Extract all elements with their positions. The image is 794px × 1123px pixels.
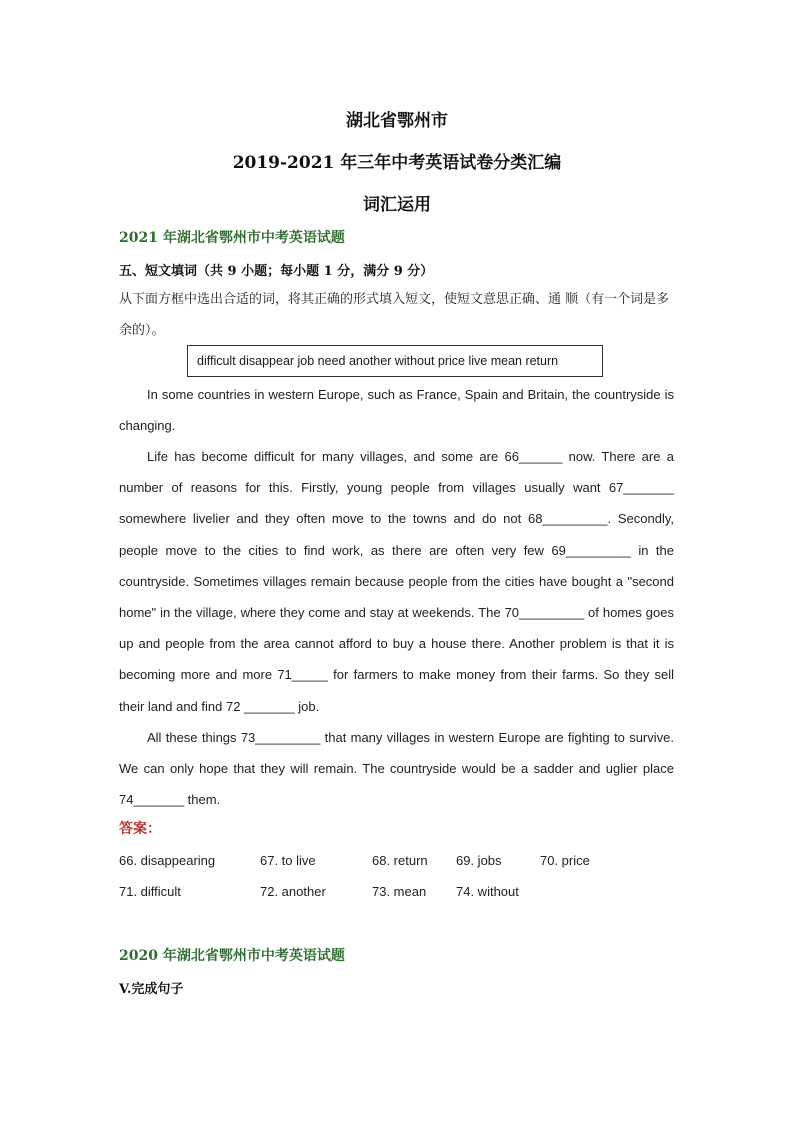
answer-item: 74. without bbox=[456, 884, 519, 899]
doc-title-exam: 2019-2021 年三年中考英语试卷分类汇编 bbox=[232, 153, 562, 173]
doc-title-region: 湖北省鄂州市 bbox=[346, 111, 448, 131]
question-heading-2021: 五、短文填词（共 9 小题；每小题 1 分，满分 9 分） bbox=[119, 264, 434, 279]
answer-label: 答案： bbox=[119, 821, 161, 837]
passage-paragraph-2: Life has become difficult for many villages, and some are 66______ now. There are a number of reasons for this. Firstly, young people from villages usually want 67_______ somewhere livelier and they often move to the towns and do not 68_________. Secondly, people move to the cities to find work, as there are often very few 69_________ in the countryside. Sometimes villages remain because people from the cities have bought a "second home" in the village, where they come and stay at weekends. The 70_________ of homes goes up and people from the area cannot afford to buy a house there. Another problem is that it is becoming more and more 71_____ for farmers to make money from their farms. So they sell their land and find 72 _______ job. bbox=[119, 449, 674, 714]
answer-item: 73. mean bbox=[372, 884, 427, 899]
section-heading-2020: 2020 年湖北省鄂州市中考英语试题 bbox=[119, 948, 345, 964]
passage-paragraph-3: All these things 73_________ that many villages in western Europe are fighting to survive. We can only hope that they will remain. The countryside would be a sadder and uglier place 74_______ them. bbox=[119, 730, 674, 808]
question-instruction: 从下面方框中选出合适的词，将其正确的形式填入短文，使短文意思正确、通 顺（有一个词是多余的）。 bbox=[119, 292, 670, 338]
answer-item: 69. jobs bbox=[456, 853, 502, 868]
answer-item: 67. to live bbox=[260, 853, 316, 868]
passage-paragraph-1: In some countries in western Europe, such as France, Spain and Britain, the countryside is changing. bbox=[119, 387, 674, 434]
answer-item: 70. price bbox=[540, 853, 590, 868]
answer-item: 68. return bbox=[372, 853, 428, 868]
word-bank-box: difficult disappear job need another without price live mean return bbox=[187, 345, 603, 377]
doc-title-topic: 词汇运用 bbox=[363, 195, 431, 215]
answer-item: 72. another bbox=[260, 884, 326, 899]
answer-item: 66. disappearing bbox=[119, 853, 216, 868]
section-heading-2021: 2021 年湖北省鄂州市中考英语试题 bbox=[119, 230, 345, 246]
question-heading-2020: V.完成句子 bbox=[119, 982, 184, 997]
answer-item: 71. difficult bbox=[119, 884, 181, 899]
